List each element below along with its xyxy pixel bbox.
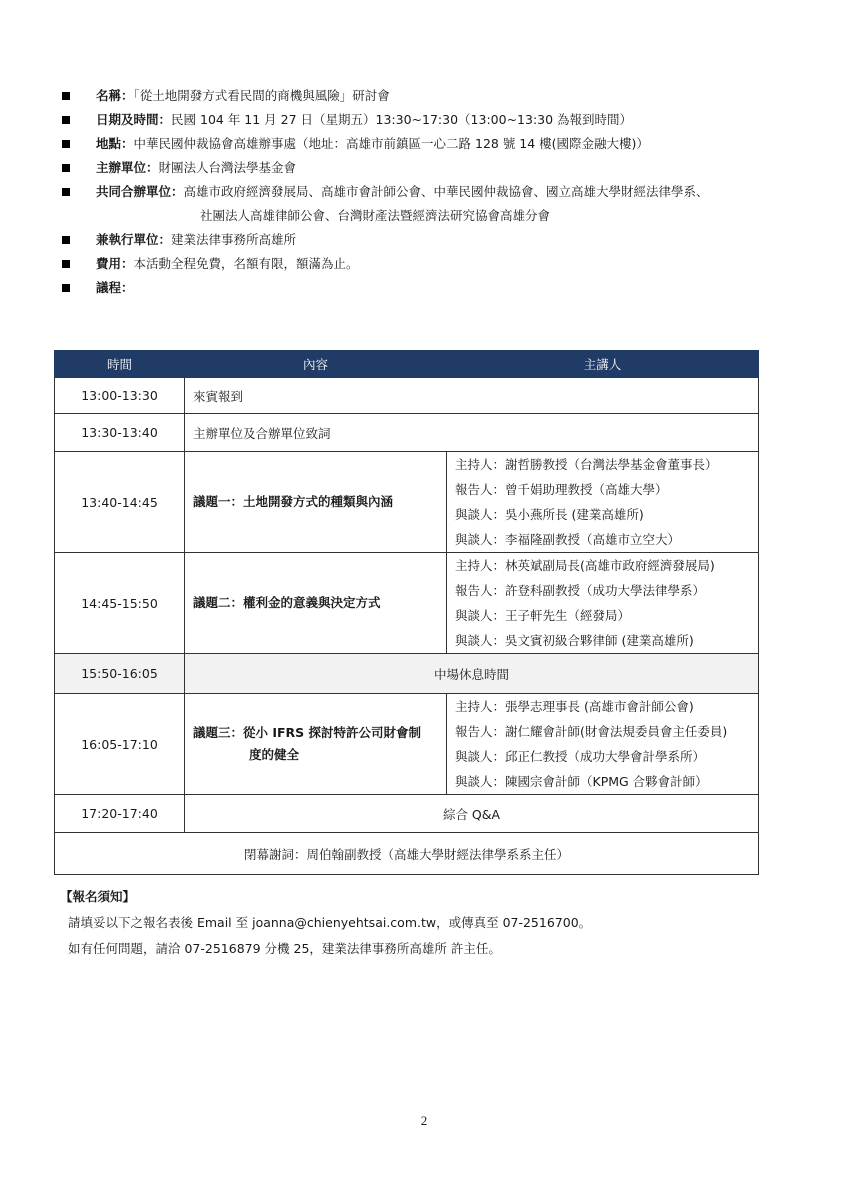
info-item-executor [62, 228, 802, 252]
topic-line: 議題三：從小 IFRS 探討特許公司財會制 [193, 725, 422, 740]
info-label: 兼執行單位： [96, 232, 172, 247]
info-content: 高雄市政府經濟發展局、高雄市會計師公會、中華民國仲裁協會、國立高雄大學財經法律學系、 [183, 184, 709, 199]
time-cell: 13:40-14:45 [55, 452, 185, 553]
time-cell: 14:45-15:50 [55, 553, 185, 654]
speaker-line: 主持人：林英斌副局長(高雄市政府經濟發展局) [455, 558, 715, 573]
speaker-line: 與談人：陳國宗會計師（KPMG 合夥會計師） [455, 774, 708, 789]
column-header-speaker: 主講人 [447, 351, 759, 378]
speaker-line: 報告人：謝仁耀會計師(財會法規委員會主任委員) [455, 724, 728, 739]
table-row [55, 795, 759, 833]
agenda-table [54, 350, 759, 875]
info-content: 財團法人台灣法學基金會 [158, 160, 297, 175]
table-row [55, 654, 759, 694]
speaker-line: 與談人：李福隆副教授（高雄市立空大） [455, 532, 681, 547]
topic-cell [185, 694, 447, 795]
registration-notes [60, 884, 591, 962]
info-label: 主辦單位： [96, 160, 159, 175]
event-info-list [62, 84, 802, 300]
content-cell: 綜合 Q&A [185, 795, 759, 833]
speaker-line: 與談人：邱正仁教授（成功大學會計學系所） [455, 749, 706, 764]
table-row [55, 833, 759, 875]
info-item-co-organizers [62, 180, 802, 228]
info-item-datetime [62, 108, 802, 132]
topic-cell: 議題二：權利金的意義與決定方式 [185, 553, 447, 654]
square-bullet-icon [62, 164, 70, 172]
info-label: 名稱： [96, 88, 134, 103]
speaker-line: 與談人：吳文賓初級合夥律師 (建業高雄所) [455, 633, 694, 648]
info-item-organizer [62, 156, 802, 180]
time-cell: 17:20-17:40 [55, 795, 185, 833]
square-bullet-icon [62, 284, 70, 292]
table-row [55, 694, 759, 795]
speaker-line: 與談人：王子軒先生（經發局） [455, 608, 631, 623]
break-cell: 中場休息時間 [185, 654, 759, 694]
square-bullet-icon [62, 140, 70, 148]
table-row [55, 553, 759, 654]
registration-line: 請填妥以下之報名表後 Email 至 joanna@chienyehtsai.com.tw，或傳真至 07-2516700。 [68, 915, 592, 930]
table-header-row [55, 351, 759, 378]
info-label: 議程： [96, 280, 134, 295]
registration-title: 【報名須知】 [60, 889, 136, 904]
speaker-line: 主持人：謝哲勝教授（台灣法學基金會董事長） [455, 457, 718, 472]
square-bullet-icon [62, 236, 70, 244]
speaker-line: 報告人：許登科副教授（成功大學法律學系） [455, 583, 706, 598]
info-label: 日期及時間： [96, 112, 172, 127]
speaker-line: 報告人：曾千娟助理教授（高雄大學） [455, 482, 668, 497]
column-header-time: 時間 [55, 351, 185, 378]
table-row [55, 414, 759, 452]
info-item-location [62, 132, 802, 156]
column-header-content: 內容 [185, 351, 447, 378]
speakers-cell [447, 553, 759, 654]
topic-cell: 議題一：土地開發方式的種類與內涵 [185, 452, 447, 553]
square-bullet-icon [62, 92, 70, 100]
registration-line: 如有任何問題，請洽 07-2516879 分機 25，建業法律事務所高雄所 許主任。 [68, 941, 501, 956]
time-cell: 16:05-17:10 [55, 694, 185, 795]
time-cell: 13:30-13:40 [55, 414, 185, 452]
info-item-fee [62, 252, 802, 276]
info-content: 「從土地開發方式看民間的商機與風險」研討會 [133, 88, 390, 103]
info-label: 共同合辦單位： [96, 184, 184, 199]
info-content: 本活動全程免費，名額有限，額滿為止。 [133, 256, 359, 271]
content-cell: 來賓報到 [185, 378, 759, 414]
info-content: 民國 104 年 11 月 27 日（星期五）13:30~17:30（13:00~13:30 為報到時間） [171, 112, 633, 127]
info-label: 費用： [96, 256, 134, 271]
speakers-cell [447, 452, 759, 553]
speaker-line: 主持人：張學志理事長 (高雄市會計師公會) [455, 699, 694, 714]
speakers-cell [447, 694, 759, 795]
speaker-line: 與談人：吳小燕所長 (建業高雄所) [455, 507, 644, 522]
page-number: 2 [420, 1113, 428, 1128]
square-bullet-icon [62, 188, 70, 196]
time-cell: 15:50-16:05 [55, 654, 185, 694]
info-label: 地點： [96, 136, 134, 151]
closing-remarks-cell: 閉幕謝詞：周伯翰副教授（高雄大學財經法律學系系主任） [55, 833, 759, 875]
info-content: 中華民國仲裁協會高雄辦事處（地址：高雄市前鎮區一心二路 128 號 14 樓(國際金融大樓)） [133, 136, 649, 151]
table-row [55, 378, 759, 414]
topic-line: 度的健全 [249, 747, 300, 762]
square-bullet-icon [62, 116, 70, 124]
content-cell: 主辦單位及合辦單位致詞 [185, 414, 759, 452]
time-cell: 13:00-13:30 [55, 378, 185, 414]
square-bullet-icon [62, 260, 70, 268]
info-item-name [62, 84, 802, 108]
table-row [55, 452, 759, 553]
info-content: 建業法律事務所高雄所 [171, 232, 297, 247]
info-content-continued: 社團法人高雄律師公會、台灣財產法暨經濟法研究協會高雄分會 [200, 208, 551, 223]
info-item-agenda [62, 276, 802, 300]
